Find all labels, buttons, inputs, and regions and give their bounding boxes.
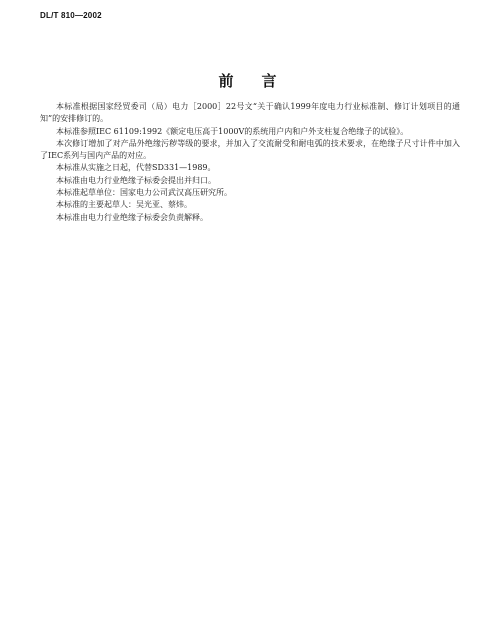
- paragraph-drafters: 本标准的主要起草人：吴光亚、蔡炜。: [56, 200, 192, 210]
- paragraph-revision: 本次修订增加了对产品外绝缘污秽等级的要求，并加入了交流耐受和耐电弧的技术要求，在绝缘子尺寸计件中加入了IEC系列与国内产品的对应。: [40, 138, 460, 161]
- paragraph-proposer: 本标准由电力行业绝缘子标委会提出并归口。: [56, 175, 216, 185]
- paragraph-interpretation: 本标准由电力行业绝缘子标委会负责解释。: [56, 212, 208, 222]
- paragraph-supersedes: 本标准从实施之日起，代替SD331—1989。: [56, 163, 216, 173]
- foreword-body: [40, 101, 460, 224]
- standard-code: DL/T 810—2002: [40, 11, 102, 20]
- paragraph-reference: 本标准参照IEC 61109:1992《额定电压高于1000V的系统用户内和户外支柱复合绝缘子的试验》。: [56, 126, 409, 136]
- page-title: 前言: [218, 72, 305, 90]
- paragraph-drafting-unit: 本标准起草单位：国家电力公司武汉高压研究所。: [56, 188, 232, 198]
- paragraph-basis: 本标准根据国家经贸委司（局）电力［2000］22号文“关于确认1999年度电力行业标准制、修订计划项目的通知”的安排修订的。: [40, 102, 460, 124]
